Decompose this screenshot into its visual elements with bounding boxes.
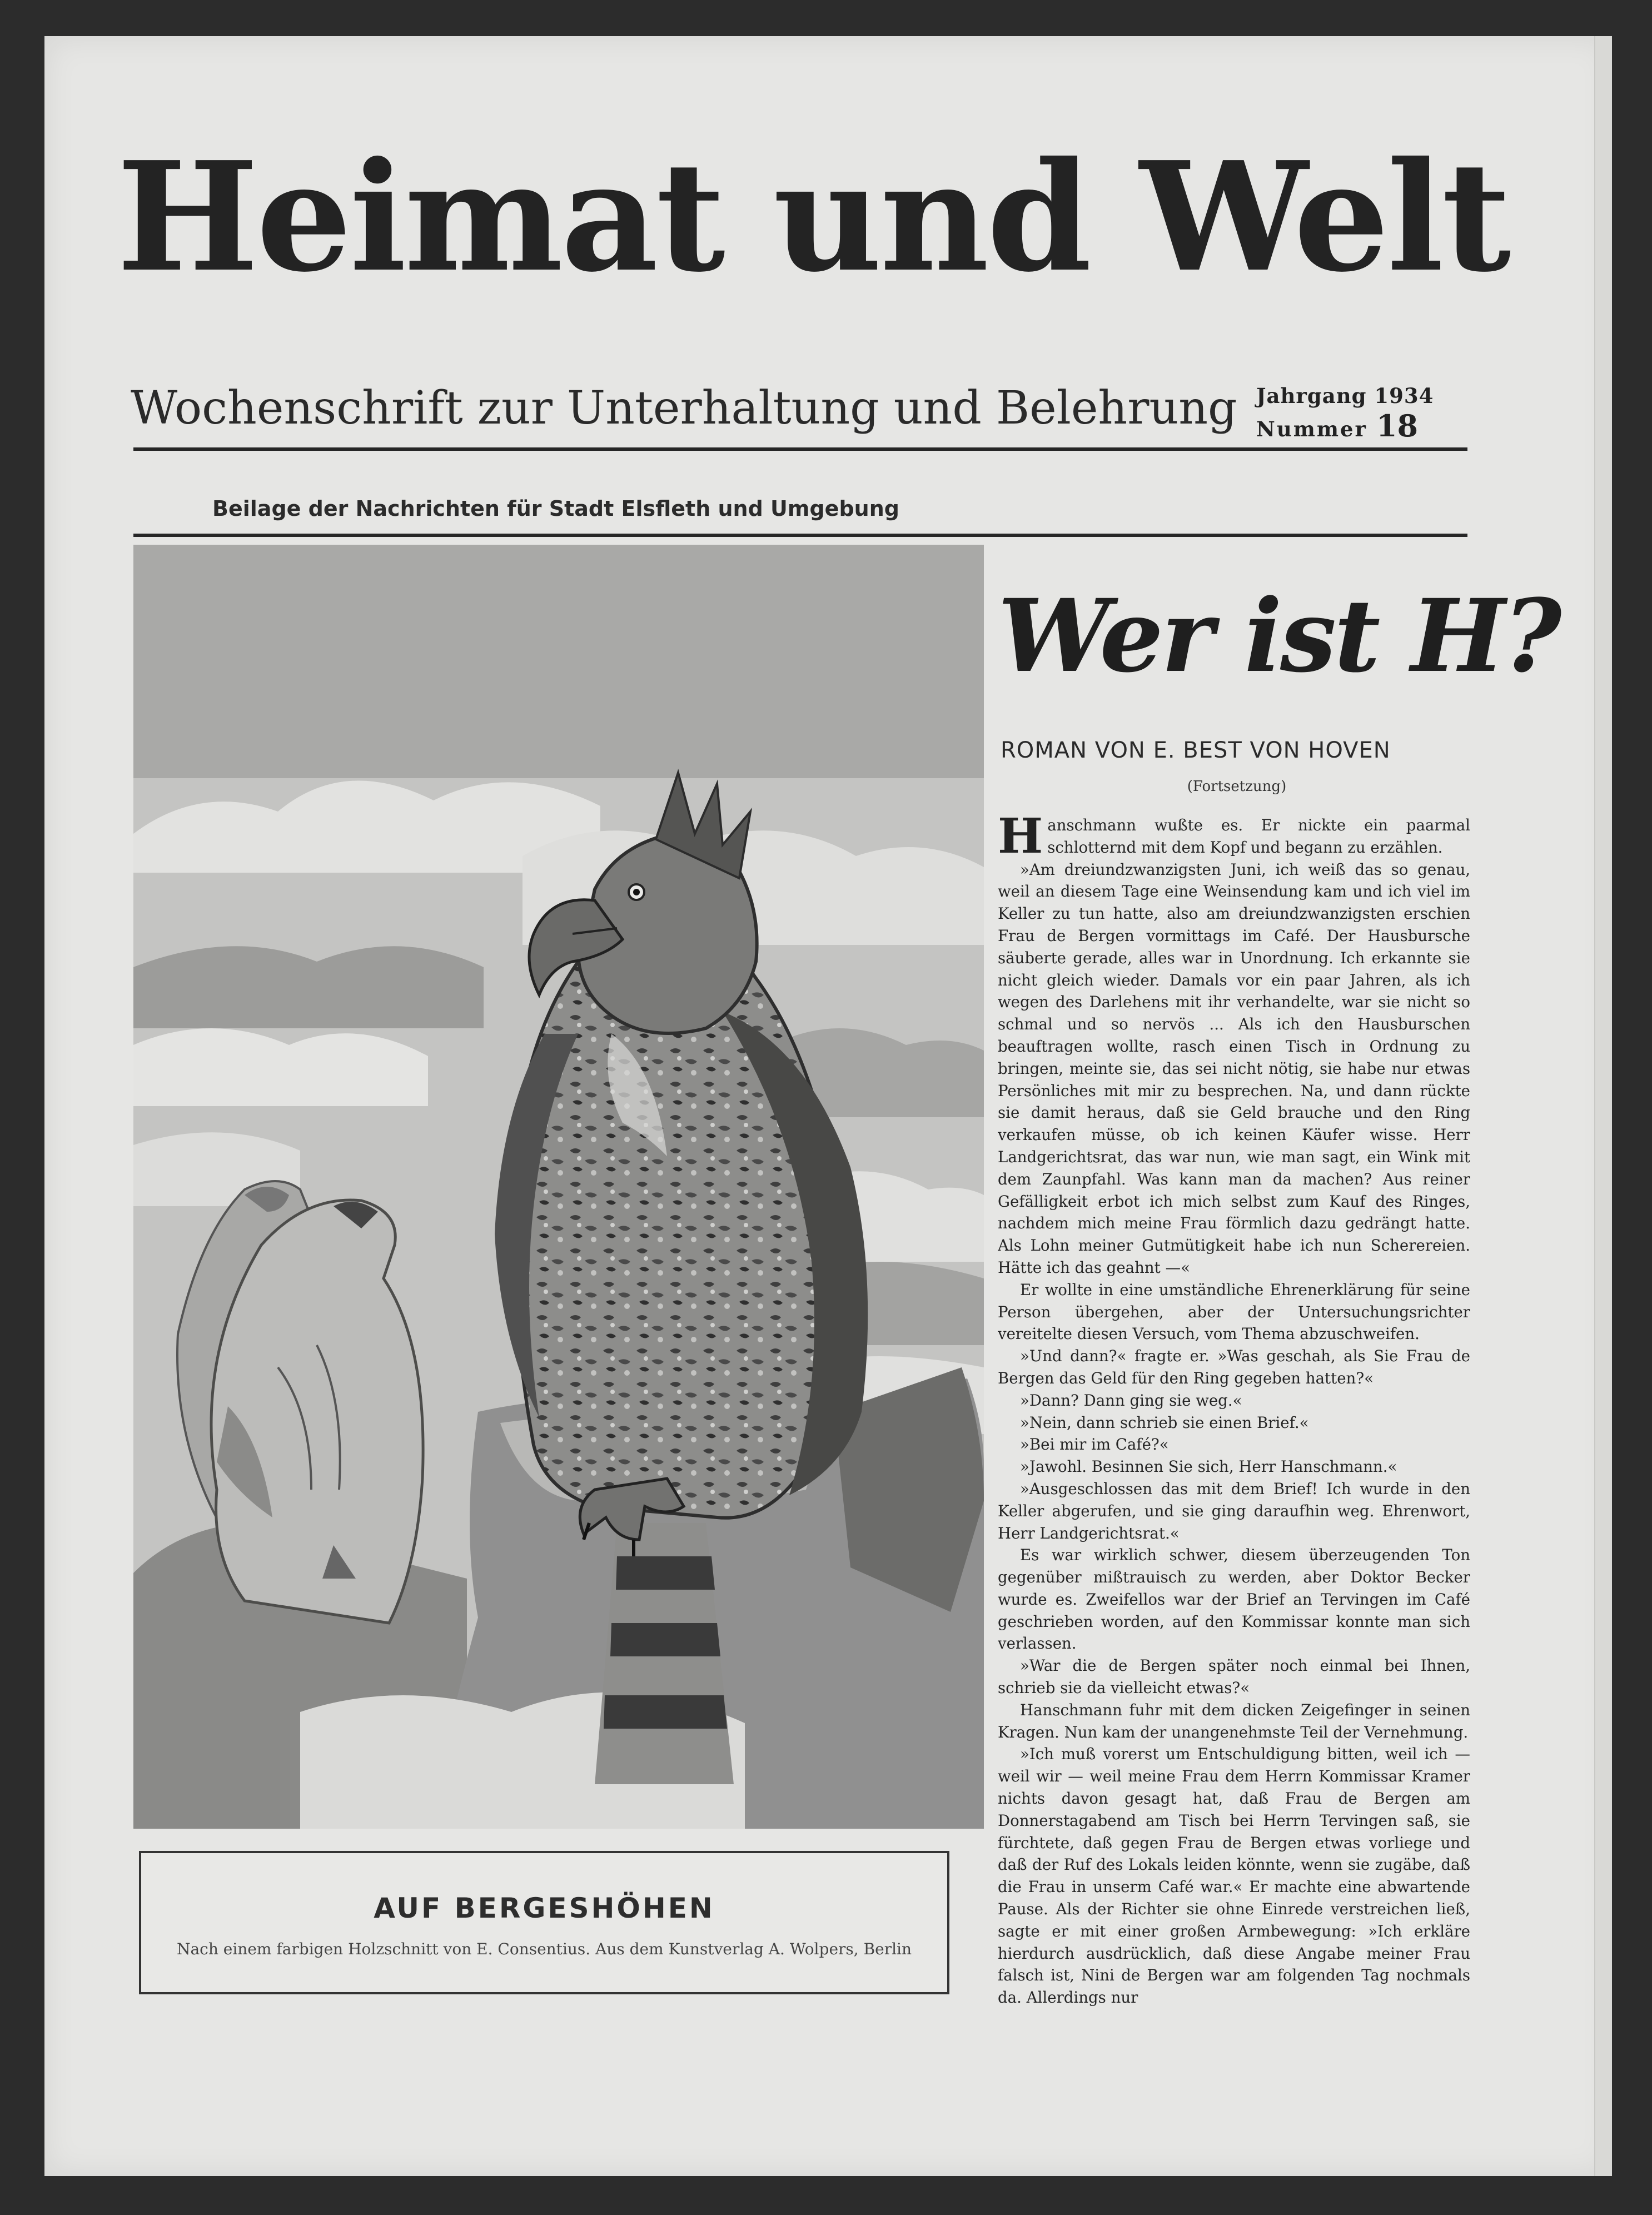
novel-paragraph: »Am dreiundzwanzigsten Juni, ich weiß das so genau, weil an diesem Tage eine Weinsendung kam und ich viel im Keller zu tun hatte, also am dreiundzwanzigsten erschien Frau de Bergen vormittags im Café. Der Hausbursche säuberte gerade, alles war in Unordnung. Ich erkannte sie nicht gleich wieder. Damals vor ein paar Jahren, als ich wegen des Darlehens mit ihr verhandelte, war sie nicht so schmal und so nervös ... Als ich den Hausburschen beauftragen wollte, rasch einen Tisch in Ordnung zu bringen, meinte sie, das sei nicht nötig, sie habe nur etwas Persönliches mit mir zu besprechen. Na, und dann rückte sie damit heraus, daß sie Geld brauche und den Ring verkaufen müsse, ob ich keinen Käufer wisse. Herr Landgerichtsrat, das war nun, wie man sagt, ein Wink mit dem Zaunpfahl. Was kann man da machen? Aus reiner Gefälligkeit erbot ich mich selbst zum Kauf des Ringes, nachdem mich meine Frau förmlich dazu gedrängt hatte. Als Lohn meiner Gutmütigkeit habe ich nun Scherereien. Hätte ich das geahnt —« — [998, 860, 1470, 1277]
supplement-line: Beilage der Nachrichten für Stadt Elsfleth und Umgebung — [212, 496, 899, 521]
masthead-rule-bottom — [133, 534, 1467, 537]
page-edge — [1594, 36, 1612, 2176]
novel-paragraph: »Dann? Dann ging sie weg.« — [1020, 1391, 1242, 1410]
eagle-woodcut-illustration — [133, 545, 984, 1829]
novel-paragraph — [998, 814, 1470, 864]
dropcap: H — [998, 814, 1043, 864]
novel-paragraph: »Ausgeschlossen das mit dem Brief! Ich wurde in den Keller abgerufen, und sie ging daraufhin weg. Ehrenwort, Herr Landgerichtsrat.« — [998, 1479, 1470, 1542]
artwork-caption-text: Nach einem farbigen Holzschnitt von E. Consentius. Aus dem Kunstverlag A. Wolpers, Berlin — [176, 1940, 912, 1958]
novel-paragraph: »War die de Bergen später noch einmal bei Ihnen, schrieb sie da vielleicht etwas?« — [998, 1656, 1470, 1698]
newspaper-page — [44, 36, 1612, 2176]
novel-paragraph: Er wollte in eine umständliche Ehrenerklärung für seine Person übergehen, aber der Untersuchungsrichter vereitelte diesen Versuch, vom Thema abzuschweifen. — [998, 1280, 1470, 1343]
novel-body — [998, 814, 1470, 2054]
issue-number-line — [1256, 408, 1479, 444]
masthead-title: Heimat und Welt — [117, 128, 1509, 305]
novel-paragraph: »Ich muß vorerst um Entschuldigung bitten, weil ich — weil wir — weil meine Frau dem Herrn Kommissar Kramer nichts davon gesagt hat, daß Frau de Bergen am Donnerstagabend am Tisch bei Herrn Tervingen saß, sie fürchtete, daß gegen Frau de Bergen etwas vorliege und daß der Ruf des Lokals leiden könnte, wenn sie zugäbe, daß die Frau in unserm Café war.« Er machte eine abwartende Pause. Als der Richter sie ohne Einrede verstreichen ließ, sagte er mit einer großen Armbewegung: »Ich erkläre hierdurch ausdrücklich, daß diese Angabe meiner Frau falsch ist, Nini de Bergen war am folgenden Tag nochmals da. Allerdings nur — [998, 1745, 1470, 2007]
novel-author: ROMAN VON E. BEST VON HOVEN — [1001, 738, 1391, 763]
novel-paragraph: »Jawohl. Besinnen Sie sich, Herr Hanschmann.« — [1020, 1457, 1397, 1476]
artwork-caption-box — [139, 1851, 949, 1994]
novel-paragraph: »Und dann?« fragte er. »Was geschah, als Sie Frau de Bergen das Geld für den Ring gegeben hatten?« — [998, 1347, 1470, 1387]
issue-info — [1256, 384, 1479, 444]
novel-paragraph: »Bei mir im Café?« — [1020, 1435, 1169, 1454]
novel-paragraph: Hanschmann fuhr mit dem dicken Zeigefinger in seinen Kragen. Nun kam der unangenehmste Teil der Vernehmung. — [998, 1700, 1470, 1741]
masthead-rule-top — [133, 447, 1467, 451]
issue-year: Jahrgang 1934 — [1256, 384, 1434, 408]
novel-paragraph-text: anschmann wußte es. Er nickte ein paarmal schlotternd mit dem Kopf und begann zu erzählen. — [1047, 816, 1470, 857]
novel-title: Wer ist H? — [998, 578, 1560, 695]
issue-number-label: Nummer — [1256, 417, 1368, 442]
masthead-subtitle: Wochenschrift zur Unterhaltung und Belehrung — [131, 382, 1237, 435]
artwork-caption-title: AUF BERGESHÖHEN — [374, 1892, 715, 1924]
issue-number: 18 — [1376, 408, 1419, 444]
novel-continuation: (Fortsetzung) — [1187, 778, 1287, 795]
novel-paragraph: »Nein, dann schrieb sie einen Brief.« — [1020, 1413, 1309, 1432]
eagle-illustration-svg — [133, 545, 984, 1829]
novel-paragraph: Es war wirklich schwer, diesem überzeugenden Ton gegenüber mißtrauisch zu werden, aber Doktor Becker wurde es. Zweifellos war der Brief an Tervingen im Café geschrieben worden, auf den Kommissar konnte man sich verlassen. — [998, 1546, 1470, 1653]
